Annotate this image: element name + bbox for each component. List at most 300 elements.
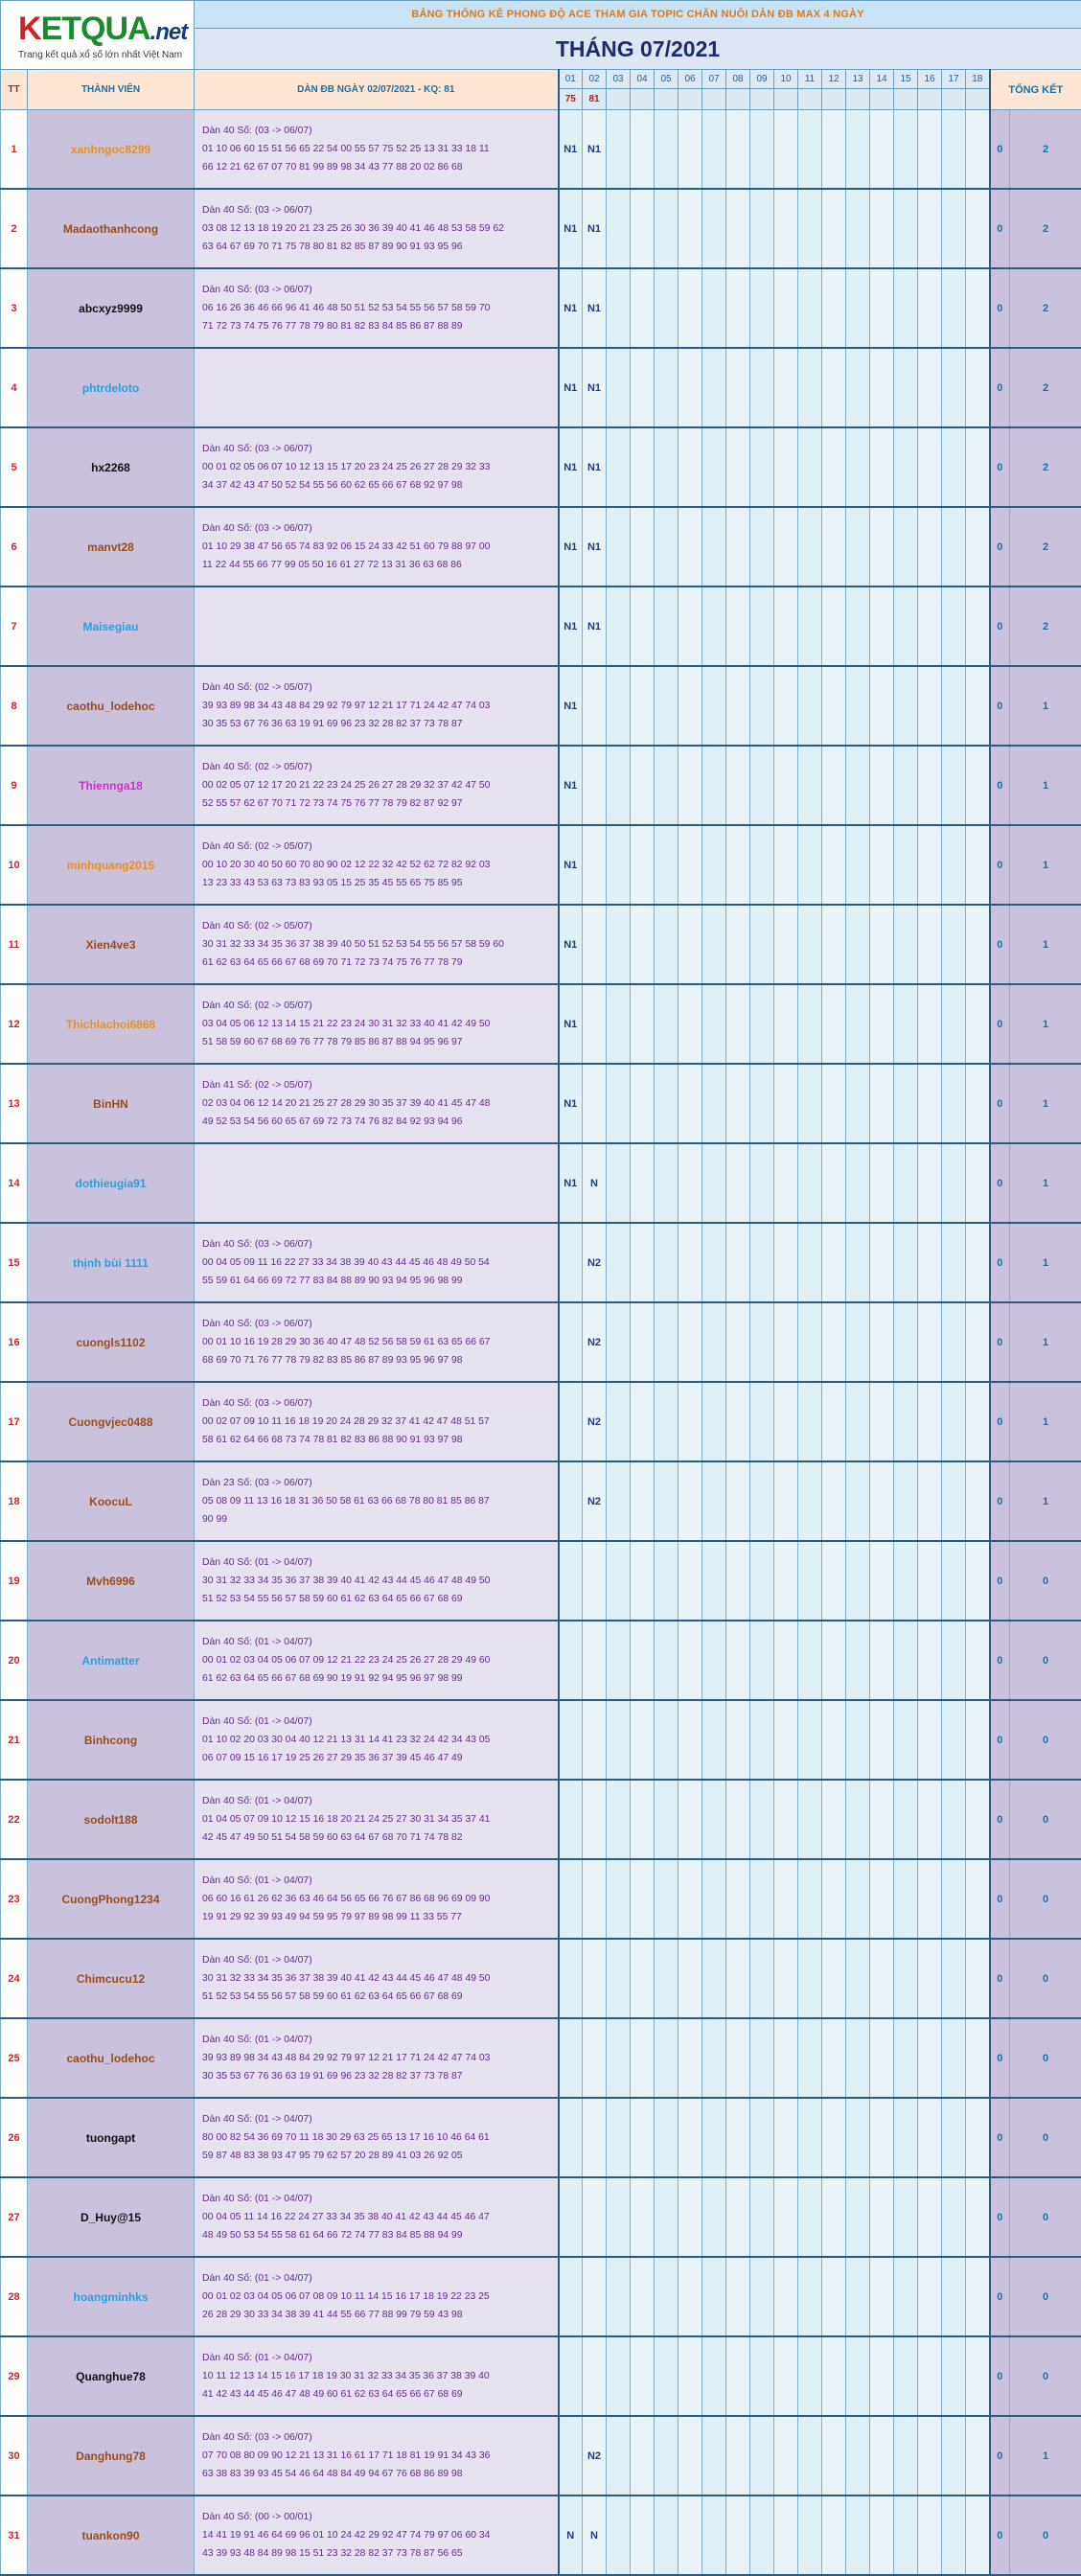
dan-numbers: 00 04 05 09 11 16 22 27 33 34 38 39 40 43 44 45 46 48 49 50 54 — [202, 1254, 554, 1272]
table-row — [1, 2098, 1081, 2177]
day-cell-07 — [702, 586, 726, 666]
day-cell-04 — [631, 507, 655, 586]
day-cell-04 — [631, 746, 655, 825]
row-index: 23 — [1, 1859, 28, 1939]
day-cell-05 — [655, 2177, 678, 2257]
day-header-04: 04 — [631, 70, 655, 89]
day-cell-06 — [678, 586, 702, 666]
dan-title: Dàn 23 Số: (03 -> 06/07) — [202, 1474, 554, 1492]
dan-cell — [195, 2177, 559, 2257]
dan-cell — [195, 586, 559, 666]
day-cell-12 — [822, 1064, 846, 1143]
day-cell-16 — [918, 666, 942, 746]
day-cell-06 — [678, 825, 702, 905]
table-row — [1, 746, 1081, 825]
day-cell-15 — [894, 2177, 918, 2257]
member-name[interactable]: caothu_lodehoc — [28, 2018, 195, 2098]
member-name[interactable]: KoocuL — [28, 1461, 195, 1541]
dan-numbers: 00 01 02 05 06 07 10 12 13 15 17 20 23 24 25 26 27 28 29 32 33 — [202, 458, 554, 476]
day-cell-02 — [583, 1700, 607, 1780]
day-cell-18 — [966, 110, 990, 190]
member-name[interactable]: hx2268 — [28, 427, 195, 507]
member-name[interactable]: Madaothanhcong — [28, 189, 195, 268]
total-count: 0 — [1010, 1541, 1081, 1621]
dan-cell — [195, 1780, 559, 1859]
day-cell-14 — [870, 1541, 894, 1621]
day-cell-07 — [702, 2018, 726, 2098]
streak-count: 0 — [990, 1461, 1010, 1541]
dan-numbers: 51 52 53 54 55 56 57 58 59 60 61 62 63 64 65 66 67 68 69 — [202, 1988, 554, 2006]
day-cell-03 — [607, 2496, 631, 2575]
table-row — [1, 905, 1081, 984]
day-cell-13 — [846, 2416, 870, 2496]
day-cell-18 — [966, 1541, 990, 1621]
dan-numbers: 01 10 02 20 03 30 04 40 12 21 13 31 14 41 23 32 24 42 34 43 05 — [202, 1731, 554, 1749]
day-cell-01: N1 — [559, 746, 583, 825]
result-cell-18 — [966, 89, 990, 110]
member-name[interactable]: dothieugia91 — [28, 1143, 195, 1223]
streak-count: 0 — [990, 1859, 1010, 1939]
day-cell-10 — [774, 2336, 798, 2416]
dan-cell — [195, 1541, 559, 1621]
streak-count: 0 — [990, 110, 1010, 190]
col-header-tt: TT — [1, 70, 28, 110]
dan-numbers: 34 37 42 43 47 50 52 54 55 56 60 62 65 66 67 68 92 97 98 — [202, 476, 554, 494]
day-cell-08 — [726, 2336, 750, 2416]
day-cell-06 — [678, 1939, 702, 2018]
day-cell-06 — [678, 1064, 702, 1143]
day-cell-04 — [631, 2336, 655, 2416]
day-header-08: 08 — [726, 70, 750, 89]
day-cell-01: N1 — [559, 427, 583, 507]
day-cell-14 — [870, 2336, 894, 2416]
day-cell-03 — [607, 427, 631, 507]
day-cell-15 — [894, 189, 918, 268]
day-cell-06 — [678, 189, 702, 268]
day-cell-18 — [966, 984, 990, 1064]
dan-title: Dàn 40 Số: (01 -> 04/07) — [202, 2031, 554, 2049]
dan-numbers: 39 93 89 98 34 43 48 84 29 92 79 97 12 21 17 71 24 42 47 74 03 — [202, 697, 554, 715]
day-cell-03 — [607, 268, 631, 348]
day-cell-06 — [678, 1541, 702, 1621]
day-cell-10 — [774, 666, 798, 746]
day-cell-17 — [942, 1939, 966, 2018]
day-cell-02: N1 — [583, 586, 607, 666]
streak-count: 0 — [990, 189, 1010, 268]
day-cell-16 — [918, 1461, 942, 1541]
member-name[interactable]: Thichlachoi6868 — [28, 984, 195, 1064]
day-cell-04 — [631, 1859, 655, 1939]
day-cell-11 — [798, 1700, 822, 1780]
logo-tagline: Trang kết quả xổ số lớn nhất Việt Nam — [18, 50, 188, 60]
day-cell-10 — [774, 1064, 798, 1143]
day-cell-07 — [702, 905, 726, 984]
day-cell-12 — [822, 2416, 846, 2496]
table-row — [1, 1382, 1081, 1461]
day-cell-07 — [702, 268, 726, 348]
day-cell-07 — [702, 1780, 726, 1859]
day-cell-01: N1 — [559, 666, 583, 746]
day-cell-11 — [798, 1461, 822, 1541]
member-name[interactable]: thịnh bùi 1111 — [28, 1223, 195, 1302]
table-row — [1, 666, 1081, 746]
member-name[interactable]: Cuongvjec0488 — [28, 1382, 195, 1461]
day-cell-09 — [750, 189, 774, 268]
table-row — [1, 1700, 1081, 1780]
day-cell-08 — [726, 2177, 750, 2257]
dan-cell — [195, 666, 559, 746]
day-cell-08 — [726, 1700, 750, 1780]
day-cell-06 — [678, 2018, 702, 2098]
day-cell-04 — [631, 1541, 655, 1621]
day-cell-17 — [942, 268, 966, 348]
banner-title: BẢNG THỐNG KÊ PHONG ĐỘ ACE THAM GIA TOPIC CHĂN NUÔI DÀN ĐB MAX 4 NGÀY — [195, 1, 1081, 29]
day-cell-13 — [846, 2496, 870, 2575]
member-name[interactable]: abcxyz9999 — [28, 268, 195, 348]
day-cell-08 — [726, 586, 750, 666]
member-name[interactable]: tuongapt — [28, 2098, 195, 2177]
dan-numbers: 66 12 21 62 67 07 70 81 99 89 98 34 43 77 88 20 02 86 68 — [202, 158, 554, 176]
day-cell-12 — [822, 984, 846, 1064]
day-cell-13 — [846, 2177, 870, 2257]
day-cell-07 — [702, 1700, 726, 1780]
day-cell-03 — [607, 1461, 631, 1541]
dan-numbers: 05 08 09 11 13 16 18 31 36 50 58 61 63 66 68 78 80 81 85 86 87 — [202, 1492, 554, 1510]
day-cell-16 — [918, 1621, 942, 1700]
day-cell-18 — [966, 2257, 990, 2336]
dan-numbers: 02 03 04 06 12 14 20 21 25 27 28 29 30 35 37 39 40 41 45 47 48 — [202, 1094, 554, 1113]
day-cell-17 — [942, 984, 966, 1064]
day-cell-09 — [750, 348, 774, 427]
result-cell-15 — [894, 89, 918, 110]
day-cell-14 — [870, 2177, 894, 2257]
day-cell-12 — [822, 825, 846, 905]
day-cell-14 — [870, 1143, 894, 1223]
day-cell-05 — [655, 427, 678, 507]
member-name[interactable]: Xien4ve3 — [28, 905, 195, 984]
day-cell-10 — [774, 110, 798, 190]
day-cell-18 — [966, 427, 990, 507]
day-cell-01 — [559, 1382, 583, 1461]
table-row — [1, 2177, 1081, 2257]
day-cell-06 — [678, 2177, 702, 2257]
day-cell-15 — [894, 427, 918, 507]
result-cell-05 — [655, 89, 678, 110]
day-cell-11 — [798, 348, 822, 427]
day-cell-09 — [750, 427, 774, 507]
day-cell-12 — [822, 110, 846, 190]
dan-cell — [195, 110, 559, 190]
day-cell-06 — [678, 2416, 702, 2496]
day-cell-14 — [870, 1859, 894, 1939]
day-cell-13 — [846, 507, 870, 586]
day-cell-06 — [678, 905, 702, 984]
day-cell-02: N1 — [583, 507, 607, 586]
day-cell-18 — [966, 2416, 990, 2496]
member-name[interactable]: manvt28 — [28, 507, 195, 586]
total-count: 0 — [1010, 1621, 1081, 1700]
member-name[interactable]: BinHN — [28, 1064, 195, 1143]
dan-cell — [195, 427, 559, 507]
day-cell-13 — [846, 1621, 870, 1700]
day-cell-07 — [702, 2177, 726, 2257]
day-cell-17 — [942, 1541, 966, 1621]
day-cell-13 — [846, 1700, 870, 1780]
day-cell-09 — [750, 2018, 774, 2098]
member-name[interactable]: caothu_lodehoc — [28, 666, 195, 746]
day-cell-09 — [750, 1302, 774, 1382]
result-cell-06 — [678, 89, 702, 110]
day-cell-11 — [798, 189, 822, 268]
total-count: 0 — [1010, 1700, 1081, 1780]
dan-numbers: 01 04 05 07 09 10 12 15 16 18 20 21 24 25 27 30 31 34 35 37 41 — [202, 1810, 554, 1828]
day-cell-09 — [750, 1223, 774, 1302]
day-header-16: 16 — [918, 70, 942, 89]
table-row — [1, 2018, 1081, 2098]
day-cell-03 — [607, 1621, 631, 1700]
day-cell-11 — [798, 1223, 822, 1302]
total-count: 0 — [1010, 2018, 1081, 2098]
streak-count: 0 — [990, 2257, 1010, 2336]
day-cell-18 — [966, 2336, 990, 2416]
day-cell-13 — [846, 984, 870, 1064]
result-cell-07 — [702, 89, 726, 110]
day-cell-07 — [702, 984, 726, 1064]
day-cell-15 — [894, 1143, 918, 1223]
day-cell-01 — [559, 1461, 583, 1541]
day-cell-06 — [678, 1302, 702, 1382]
day-cell-08 — [726, 1382, 750, 1461]
day-cell-08 — [726, 825, 750, 905]
dan-numbers: 30 31 32 33 34 35 36 37 38 39 40 50 51 52 53 54 55 56 57 58 59 60 — [202, 935, 554, 954]
day-cell-13 — [846, 110, 870, 190]
result-cell-17 — [942, 89, 966, 110]
dan-cell — [195, 1700, 559, 1780]
total-count: 2 — [1010, 348, 1081, 427]
day-cell-10 — [774, 905, 798, 984]
row-index: 31 — [1, 2496, 28, 2575]
dan-cell — [195, 1143, 559, 1223]
table-row — [1, 110, 1081, 190]
member-name[interactable]: CuongPhong1234 — [28, 1859, 195, 1939]
dan-cell — [195, 1461, 559, 1541]
day-cell-11 — [798, 2177, 822, 2257]
day-cell-07 — [702, 1541, 726, 1621]
dan-cell — [195, 1064, 559, 1143]
day-cell-08 — [726, 348, 750, 427]
table-row — [1, 268, 1081, 348]
day-cell-11 — [798, 1780, 822, 1859]
day-cell-15 — [894, 1302, 918, 1382]
member-name[interactable]: hoangminhks — [28, 2257, 195, 2336]
day-cell-05 — [655, 1461, 678, 1541]
day-header-02: 02 — [583, 70, 607, 89]
site-logo[interactable] — [1, 1, 195, 70]
day-cell-16 — [918, 1223, 942, 1302]
member-name[interactable]: xanhngoc8299 — [28, 110, 195, 190]
day-cell-02 — [583, 666, 607, 746]
day-cell-09 — [750, 2416, 774, 2496]
day-cell-03 — [607, 2177, 631, 2257]
day-cell-16 — [918, 1541, 942, 1621]
table-row — [1, 825, 1081, 905]
day-cell-18 — [966, 746, 990, 825]
day-cell-16 — [918, 1700, 942, 1780]
member-name[interactable]: tuankon90 — [28, 2496, 195, 2575]
day-cell-11 — [798, 746, 822, 825]
table-row — [1, 1064, 1081, 1143]
dan-numbers: 63 64 67 69 70 71 75 78 80 81 82 85 87 89 90 91 93 95 96 — [202, 238, 554, 256]
member-name[interactable]: phtrdeloto — [28, 348, 195, 427]
day-cell-11 — [798, 2496, 822, 2575]
day-cell-07 — [702, 666, 726, 746]
day-cell-04 — [631, 825, 655, 905]
day-cell-09 — [750, 586, 774, 666]
day-cell-12 — [822, 1780, 846, 1859]
member-name[interactable]: Quanghue78 — [28, 2336, 195, 2416]
member-name[interactable]: Chimcucu12 — [28, 1939, 195, 2018]
day-cell-05 — [655, 1541, 678, 1621]
day-cell-14 — [870, 1302, 894, 1382]
day-cell-16 — [918, 2257, 942, 2336]
dan-numbers: 00 01 10 16 19 28 29 30 36 40 47 48 52 56 58 59 61 63 65 66 67 — [202, 1333, 554, 1351]
day-cell-05 — [655, 2496, 678, 2575]
day-cell-08 — [726, 1064, 750, 1143]
dan-numbers: 51 52 53 54 55 56 57 58 59 60 61 62 63 64 65 66 67 68 69 — [202, 1590, 554, 1608]
day-cell-04 — [631, 1700, 655, 1780]
dan-numbers: 00 01 02 03 04 05 06 07 08 09 10 11 14 15 16 17 18 19 22 23 25 — [202, 2288, 554, 2306]
member-name[interactable]: Binhcong — [28, 1700, 195, 1780]
day-cell-12 — [822, 1621, 846, 1700]
dan-numbers: 01 10 06 60 15 51 56 65 22 54 00 55 57 75 52 25 13 31 33 18 11 — [202, 140, 554, 158]
table-row — [1, 586, 1081, 666]
table-row — [1, 2416, 1081, 2496]
member-name[interactable]: Mvh6996 — [28, 1541, 195, 1621]
member-name[interactable]: D_Huy@15 — [28, 2177, 195, 2257]
day-cell-14 — [870, 746, 894, 825]
dan-title: Dàn 40 Số: (03 -> 06/07) — [202, 122, 554, 140]
table-row — [1, 1780, 1081, 1859]
day-cell-04 — [631, 1461, 655, 1541]
day-cell-16 — [918, 507, 942, 586]
day-cell-02 — [583, 1064, 607, 1143]
day-cell-05 — [655, 1780, 678, 1859]
day-cell-18 — [966, 507, 990, 586]
day-cell-15 — [894, 1541, 918, 1621]
member-name[interactable]: Antimatter — [28, 1621, 195, 1700]
day-cell-11 — [798, 1541, 822, 1621]
day-cell-09 — [750, 666, 774, 746]
day-cell-07 — [702, 1143, 726, 1223]
day-cell-06 — [678, 984, 702, 1064]
day-cell-16 — [918, 984, 942, 1064]
day-cell-03 — [607, 507, 631, 586]
day-cell-03 — [607, 666, 631, 746]
day-cell-17 — [942, 427, 966, 507]
streak-count: 0 — [990, 1700, 1010, 1780]
day-cell-05 — [655, 2416, 678, 2496]
day-cell-02: N — [583, 2496, 607, 2575]
streak-count: 0 — [990, 1382, 1010, 1461]
day-cell-13 — [846, 2098, 870, 2177]
day-cell-16 — [918, 586, 942, 666]
dan-numbers: 00 04 05 11 14 16 22 24 27 33 34 35 38 40 41 42 43 44 45 46 47 — [202, 2208, 554, 2226]
result-cell-01: 75 — [559, 89, 583, 110]
day-cell-08 — [726, 1621, 750, 1700]
dan-title: Dàn 40 Số: (01 -> 04/07) — [202, 1872, 554, 1890]
total-count: 0 — [1010, 2098, 1081, 2177]
dan-numbers: 61 62 63 64 65 66 67 68 69 70 71 72 73 74 75 76 77 78 79 — [202, 954, 554, 972]
member-name[interactable]: sodolt188 — [28, 1780, 195, 1859]
dan-numbers: 06 07 09 15 16 17 19 25 26 27 29 35 36 37 39 45 46 47 49 — [202, 1749, 554, 1767]
day-cell-15 — [894, 507, 918, 586]
dan-cell — [195, 1939, 559, 2018]
dan-numbers: 43 39 93 48 84 89 98 15 51 23 32 28 82 37 73 78 87 56 65 — [202, 2544, 554, 2563]
member-name[interactable]: cuongls1102 — [28, 1302, 195, 1382]
row-index: 13 — [1, 1064, 28, 1143]
row-index: 27 — [1, 2177, 28, 2257]
row-index: 6 — [1, 507, 28, 586]
day-cell-18 — [966, 666, 990, 746]
day-cell-02 — [583, 2018, 607, 2098]
day-cell-07 — [702, 1461, 726, 1541]
day-cell-09 — [750, 825, 774, 905]
day-cell-11 — [798, 268, 822, 348]
day-cell-04 — [631, 1064, 655, 1143]
day-cell-11 — [798, 2416, 822, 2496]
streak-count: 0 — [990, 1939, 1010, 2018]
member-name[interactable]: minhquang2015 — [28, 825, 195, 905]
day-cell-01: N1 — [559, 268, 583, 348]
day-header-14: 14 — [870, 70, 894, 89]
day-cell-10 — [774, 189, 798, 268]
day-cell-18 — [966, 2177, 990, 2257]
day-cell-17 — [942, 1780, 966, 1859]
day-cell-12 — [822, 348, 846, 427]
total-count: 0 — [1010, 2496, 1081, 2575]
day-header-17: 17 — [942, 70, 966, 89]
member-name[interactable]: Maisegiau — [28, 586, 195, 666]
day-cell-16 — [918, 825, 942, 905]
dan-title: Dàn 40 Số: (01 -> 04/07) — [202, 1951, 554, 1969]
day-cell-13 — [846, 189, 870, 268]
member-name[interactable]: Danghung78 — [28, 2416, 195, 2496]
day-cell-17 — [942, 2257, 966, 2336]
day-cell-10 — [774, 1541, 798, 1621]
dan-cell — [195, 2018, 559, 2098]
dan-numbers: 48 49 50 53 54 55 58 61 64 66 72 74 77 83 84 85 88 94 99 — [202, 2226, 554, 2244]
day-cell-18 — [966, 1621, 990, 1700]
result-cell-14 — [870, 89, 894, 110]
day-cell-06 — [678, 348, 702, 427]
day-cell-18 — [966, 2018, 990, 2098]
day-cell-16 — [918, 1382, 942, 1461]
day-cell-14 — [870, 1223, 894, 1302]
total-count: 1 — [1010, 1461, 1081, 1541]
day-cell-12 — [822, 268, 846, 348]
day-cell-02 — [583, 1621, 607, 1700]
day-cell-14 — [870, 666, 894, 746]
result-cell-12 — [822, 89, 846, 110]
result-cell-04 — [631, 89, 655, 110]
member-name[interactable]: Thiennga18 — [28, 746, 195, 825]
day-cell-17 — [942, 110, 966, 190]
day-cell-17 — [942, 1302, 966, 1382]
total-count: 1 — [1010, 1143, 1081, 1223]
day-cell-15 — [894, 2496, 918, 2575]
day-cell-09 — [750, 1939, 774, 2018]
day-cell-06 — [678, 2257, 702, 2336]
